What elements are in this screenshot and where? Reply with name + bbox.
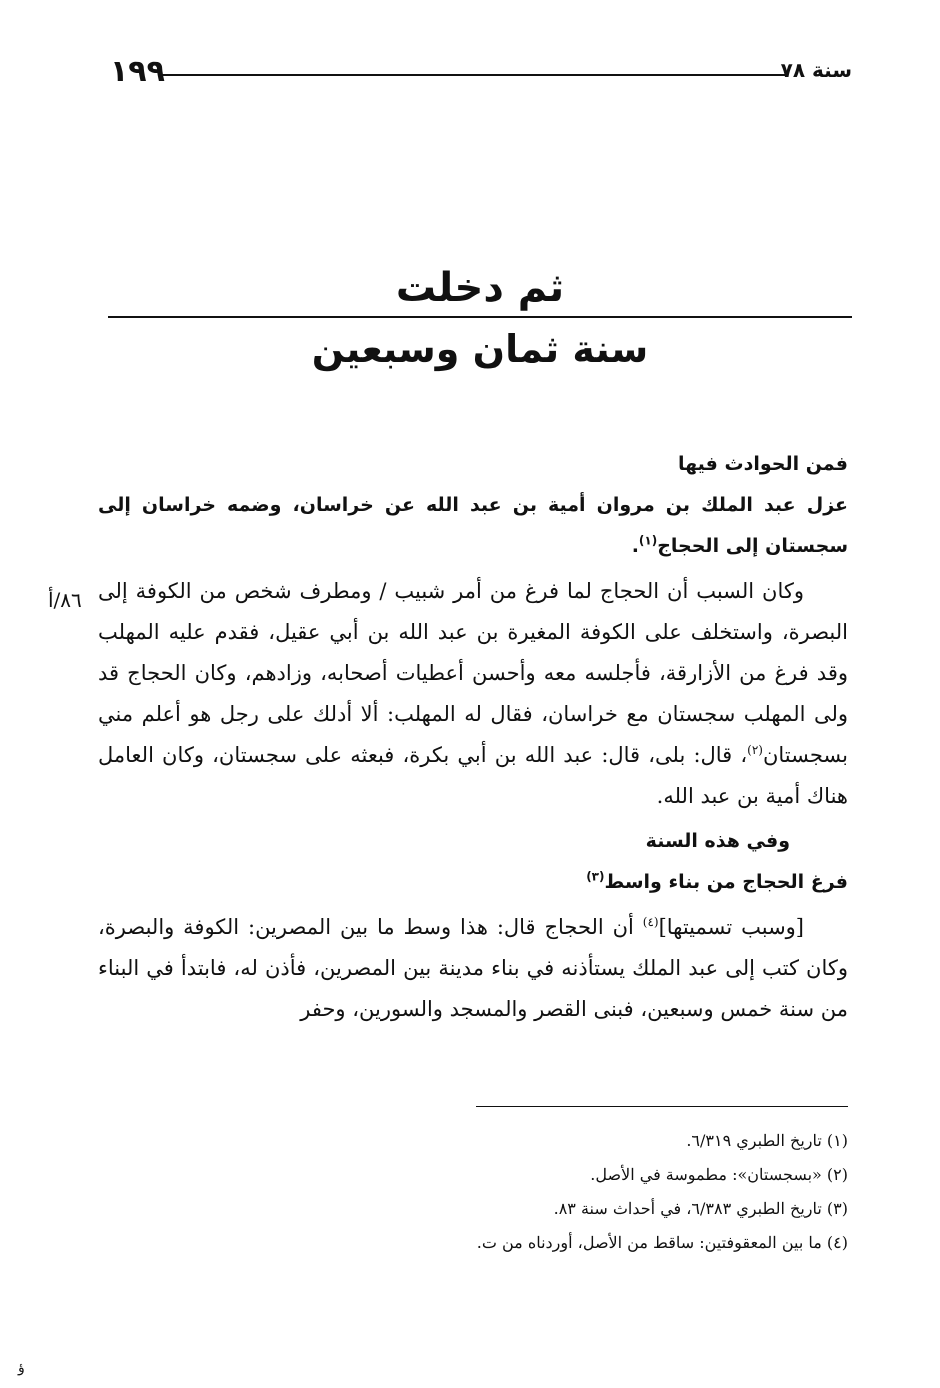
paragraph-1 <box>98 571 848 817</box>
heading-dismissal-text: عزل عبد الملك بن مروان أمية بن عبد الله عن خراسان، وضمه خراسان إلى سجستان إلى الحجاج <box>98 494 848 557</box>
footnote-ref-4[interactable]: (٤) <box>642 915 659 929</box>
header-rule <box>162 74 786 76</box>
heading-wasit-text: فرغ الحجاج من بناء واسط <box>604 871 848 893</box>
chapter-title-line2: سنة ثمان وسبعين <box>311 327 649 371</box>
footnotes <box>200 1124 848 1260</box>
margin-folio-note: ٨٦/أ <box>48 588 82 612</box>
footnote-2: (٢) «بسجستان»: مطموسة في الأصل. <box>590 1165 848 1184</box>
heading-wasit <box>98 862 848 903</box>
footnote-separator <box>476 1106 848 1107</box>
heading-dismissal-end: . <box>631 535 639 557</box>
paragraph-2 <box>98 907 848 1030</box>
chapter-divider <box>108 316 852 318</box>
footnote-ref-1[interactable]: (١) <box>638 533 658 548</box>
paragraph-1-end: ، قال: بلى، قال: عبد الله بن أبي بكرة، فبعثه على سجستان، وكان العامل هناك أمية بن عبد الله. <box>98 743 848 808</box>
footnote-1: (١) تاريخ الطبري ٦/٣١٩. <box>686 1131 848 1150</box>
chapter-title-line1: ثم دخلت <box>395 265 565 311</box>
paragraph-2-text: أن الحجاج قال: هذا وسط ما بين المصرين: الكوفة والبصرة، وكان كتب إلى عبد الملك يستأذنه في بناء مدينة بين المصرين، فأذن له، فابتدأ في البناء من سنة خمس وسبعين، فبنى القصر والمسجد والسورين، وحفر <box>98 915 848 1021</box>
page-number: ١٩٩ <box>110 54 165 89</box>
paragraph-1-text: وكان السبب أن الحجاج لما فرغ من أمر شبيب / ومطرف شخص من الكوفة إلى البصرة، واستخلف على الكوفة المغيرة بن عبد الله بن أبي عقيل، فقدم عليه المهلب وقد فرغ من الأزارقة، فأجلسه معه وأحسن أعطيات أصحابه، وزادهم، وكان الحجاج قد ولى المهلب سجستان مع خراسان، فقال له المهلب: ألا أدلك على رجل هو أعلم مني بسجستان <box>98 579 848 767</box>
heading-dismissal <box>98 485 848 567</box>
heading-events: فمن الحوادث فيها <box>678 453 848 475</box>
footnote-ref-2[interactable]: (٢) <box>747 743 763 757</box>
heading-this-year: وفي هذه السنة <box>645 830 790 852</box>
body-text <box>98 444 848 1030</box>
running-header <box>100 52 852 96</box>
chapter-title <box>108 262 852 374</box>
footnote-3: (٣) تاريخ الطبري ٦/٣٨٣، في أحداث سنة ٨٣. <box>553 1199 848 1218</box>
paragraph-2-start: [وسبب تسميتها] <box>658 915 804 939</box>
footnote-4: (٤) ما بين المعقوفتين: ساقط من الأصل، أوردناه من ت. <box>476 1233 848 1252</box>
section-label: سنة ٧٨ <box>780 58 852 82</box>
bottom-mark: ؤ <box>18 1360 25 1376</box>
footnote-ref-3[interactable]: (٣) <box>586 869 605 884</box>
